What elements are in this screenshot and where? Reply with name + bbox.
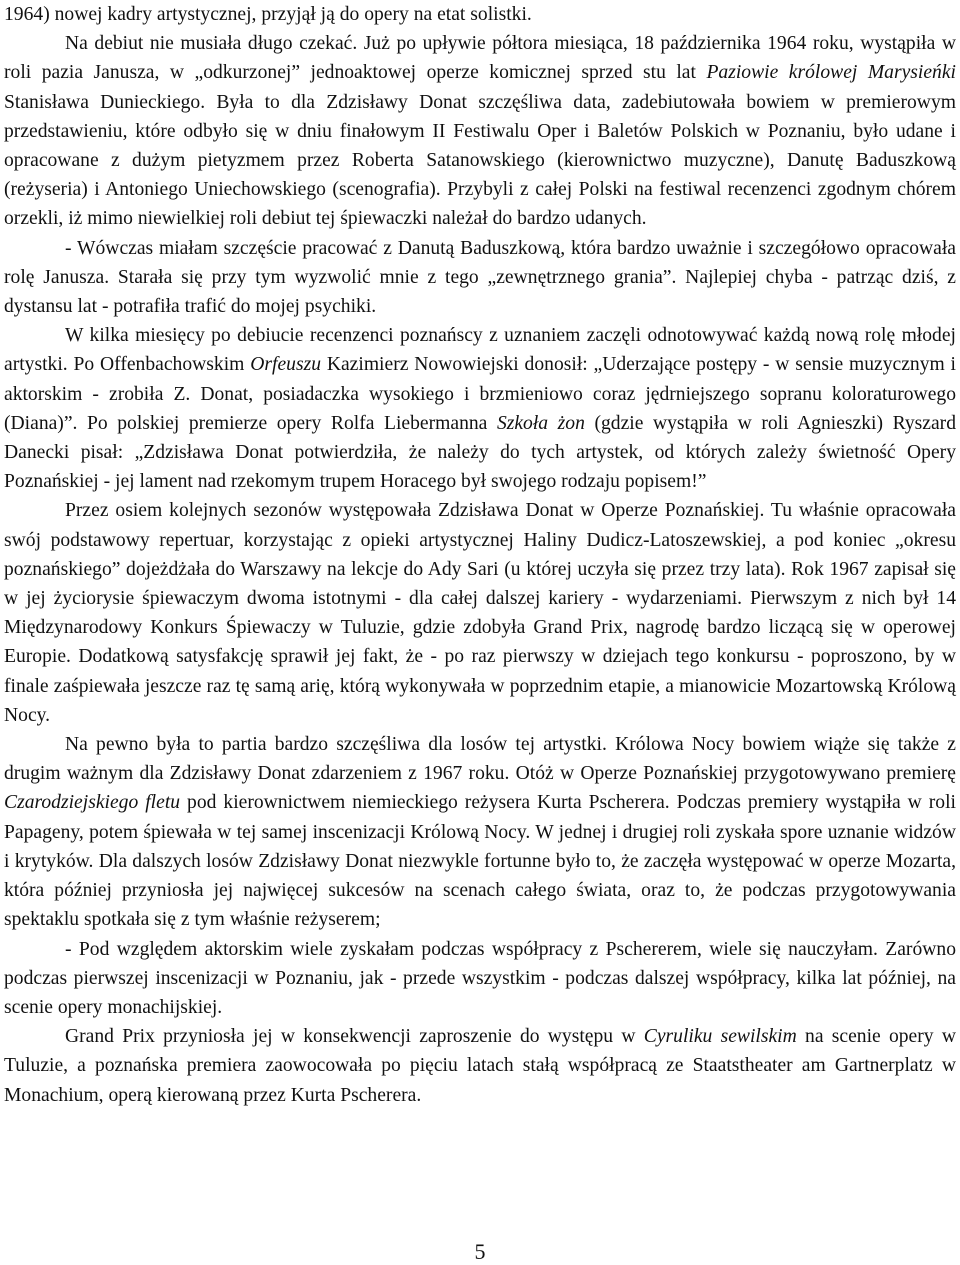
paragraph-quote-baduszkowa: [4, 234, 956, 322]
italic-title: Paziowie królowej Marysieńki: [706, 62, 956, 84]
text-run: 1964) nowej kadry artystycznej, przyjął ją do opery na etat solistki.: [4, 4, 532, 25]
text-run: (gdzie wystąpiła w roli Agnieszki) Ryszard Danecki pisał: „Zdzisława Donat potwierdziła, że należy do tych artystek, od których zależy świetność Opery Poznańskiej - jej lament nad rzekomym trupem Horacego był swojego rodzaju popisem!”: [4, 412, 956, 493]
page-number: 5: [474, 1239, 486, 1264]
italic-title: Szkoła żon: [496, 412, 585, 434]
text-run: - Pod względem aktorskim wiele zyskałam podczas współpracy z Pschererem, wiele się nauczyłam. Zarówno podczas pierwszej inscenizacji w Poznaniu, jak - przede wszystkim - podczas dalszej współpracy, kilka lat później, na scenie opery monachijskiej.: [4, 938, 956, 1018]
paragraph-eight-seasons: [4, 496, 956, 730]
italic-title: Orfeuszu: [250, 354, 321, 376]
italic-title: Czarodziejskiego fletu: [4, 792, 181, 814]
paragraph-debut-opening: [4, 0, 956, 29]
text-run: Przez osiem kolejnych sezonów występowała Zdzisława Donat w Operze Poznańskiej. Tu właśnie opracowała swój podstawowy repertuar, korzystając z opieki artystycznej Haliny Dudicz-Latoszewskiej, a pod koniec „okresu poznańskiego” dojeżdżała do Warszawy na lekcje do Ady Sari (u której uczyła się przez trzy lata). Rok 1967 zapisał się w jej życiorysie śpiewaczym dwoma istotnymi - dla całej dalszej kariery - wydarzeniami. Pierwszym z nich był 14 Międzynarodowy Konkurs Śpiewaczy w Tuluzie, gdzie zdobyła Grand Prix, nagrodę bardzo liczącą się w operowej Europie. Dodatkową satysfakcję sprawił jej fakt, że - po raz pierwszy w dziejach tego konkursu - poproszono, by w finale zaśpiewała jeszcze raz tę samą arię, którą wykonywała w poprzednim etapie, a mianowicie Mozartowską Królową Nocy.: [4, 500, 956, 726]
text-run: Na pewno była to partia bardzo szczęśliwa dla losów tej artystki. Królowa Nocy bowiem wiąże się także z drugim ważnym dla Zdzisławy Donat zdarzeniem z 1967 roku. Otóż w Operze Poznańskiej przygotowywano premierę: [4, 734, 956, 785]
text-run: pod kierownictwem niemieckiego reżysera Kurta Pscherera. Podczas premiery wystąpiła w roli Papageny, potem śpiewała w tej samej inscenizacji Królową Nocy. W jednej i drugiej roli zyskała spore uznanie widzów i krytyków. Dla dalszych losów Zdzisławy Donat niezwykle fortunne było to, że zaczęła występować w operze Mozarta, która później przyniosła jej najwięcej sukcesów na scenach całego świata, oraz to, że podczas przygotowywania spektaklu spotkała się z tym właśnie reżyserem;: [4, 792, 956, 931]
document-page: [4, 0, 956, 1110]
text-run: Stanisława Dunieckiego. Była to dla Zdzisławy Donat szczęśliwa data, zadebiutowała bowiem w premierowym przedstawieniu, które odbyło się w dniu finałowym II Festiwalu Oper i Baletów Polskich w Poznaniu, było udane i opracowane z dużym pietyzmem przez Roberta Satanowskiego (kierownictwo muzyczne), Danutę Baduszkową (reżyseria) i Antoniego Uniechowskiego (scenografia). Przybyli z całej Polski na festiwal recenzenci zgodnym chórem orzekli, iż mimo niewielkiej roli debiut tej śpiewaczki należał do bardzo udanych.: [4, 91, 956, 230]
text-run: Grand Prix przyniosła jej w konsekwencji zaproszenie do występu w: [65, 1026, 644, 1048]
text-run: W kilka miesięcy po debiucie recenzenci poznańscy z uznaniem zaczęli odnotowywać każdą nową rolę młodej artystki. Po Offenbachowskim: [4, 325, 956, 376]
paragraph-debut: [4, 29, 956, 233]
text-run: Kazimierz Nowowiejski donosił: „Uderzające postępy - w sensie muzycznym i aktorskim - zrobiła Z. Donat, posiadaczka wysokiego i brzmieniowo coraz jędrniejszego sopranu koloraturowego (Diana)”. Po polskiej premierze opery Rolfa Liebermanna: [4, 354, 956, 434]
text-run: na scenie opery w Tuluzie, a poznańska premiera zaowocowała po pięciu latach stałą współpracą ze Staatstheater am Gartnerplatz w Monachium, operą kierowaną przez Kurta Pscherera.: [4, 1026, 956, 1106]
text-run: Na debiut nie musiała długo czekać. Już po upływie półtora miesiąca, 18 października 1964 roku, wystąpiła w roli pazia Janusza, w „odkurzonej” jednoaktowej operze komicznej sprzed stu lat: [4, 33, 956, 84]
paragraph-quote-pscherer: [4, 935, 956, 1023]
text-run: - Wówczas miałam szczęście pracować z Danutą Baduszkową, która bardzo uważnie i szczegółowo opracowała rolę Janusza. Starała się przy tym wyzwolić mnie z tego „zewnętrznego grania”. Najlepiej chyba - patrząc dziś, z dystansu lat - potrafiła trafić do mojej psychiki.: [4, 237, 956, 318]
paragraph-reviews: [4, 321, 956, 496]
paragraph-grand-prix: [4, 1022, 956, 1110]
italic-title: Cyruliku sewilskim: [643, 1026, 797, 1048]
paragraph-queen-of-night: [4, 730, 956, 934]
